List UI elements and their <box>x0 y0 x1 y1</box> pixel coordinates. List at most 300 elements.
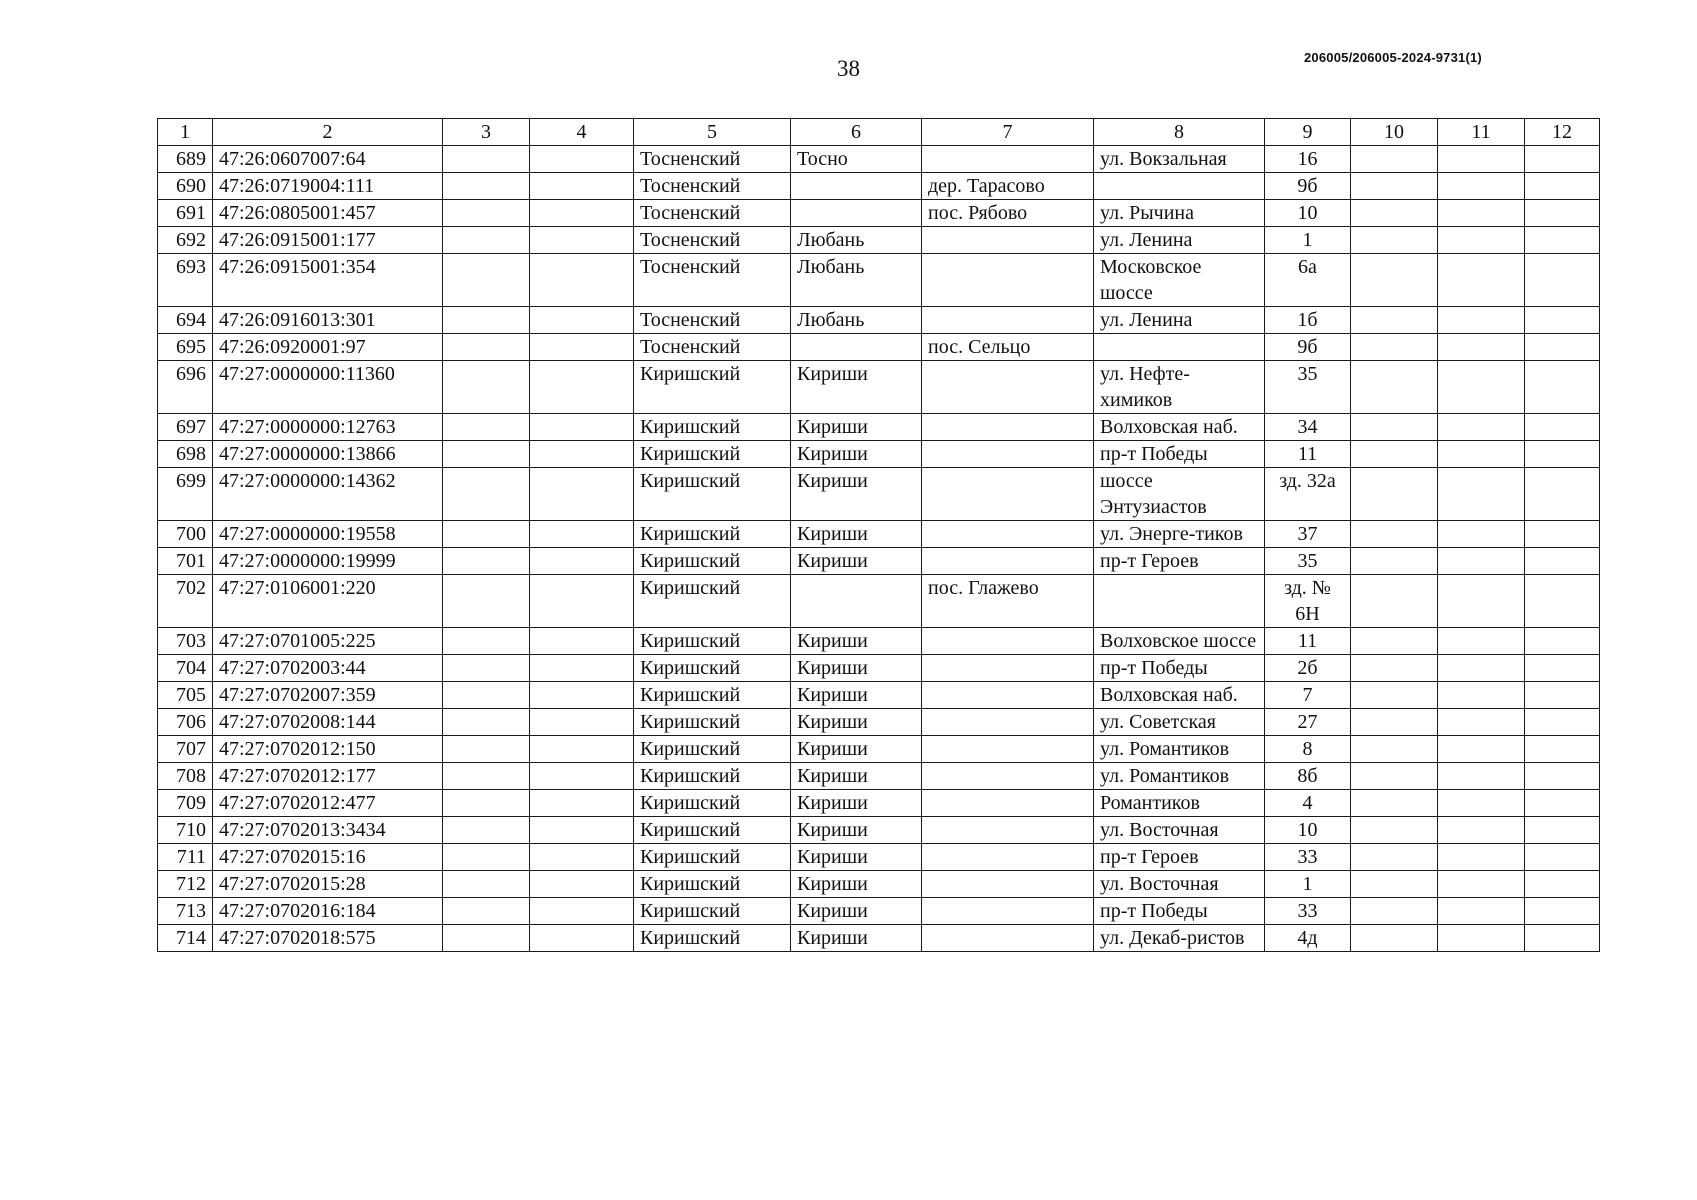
column-12-cell <box>1525 736 1600 763</box>
street-cell: ул. Романтиков <box>1094 736 1265 763</box>
column-12-cell <box>1525 709 1600 736</box>
house-cell: 27 <box>1265 709 1351 736</box>
column-11-cell <box>1438 763 1525 790</box>
column-10-cell <box>1351 682 1438 709</box>
column-4-cell <box>530 307 634 334</box>
column-10-cell <box>1351 254 1438 307</box>
settlement-cell <box>922 709 1094 736</box>
row-number-cell: 696 <box>158 361 213 414</box>
column-3-cell <box>443 441 530 468</box>
column-header-7: 7 <box>922 119 1094 146</box>
column-12-cell <box>1525 200 1600 227</box>
cadastral-number-cell: 47:27:0000000:12763 <box>213 414 443 441</box>
column-11-cell <box>1438 709 1525 736</box>
table-row <box>158 790 1600 817</box>
column-10-cell <box>1351 468 1438 521</box>
city-cell <box>791 334 922 361</box>
column-12-cell <box>1525 655 1600 682</box>
house-cell: 6а <box>1265 254 1351 307</box>
city-cell: Любань <box>791 227 922 254</box>
column-11-cell <box>1438 146 1525 173</box>
city-cell: Кириши <box>791 736 922 763</box>
column-10-cell <box>1351 548 1438 575</box>
column-12-cell <box>1525 146 1600 173</box>
row-number-cell: 699 <box>158 468 213 521</box>
street-cell: ул. Ленина <box>1094 307 1265 334</box>
cadastral-number-cell: 47:27:0702003:44 <box>213 655 443 682</box>
district-cell: Киришский <box>634 682 791 709</box>
column-11-cell <box>1438 254 1525 307</box>
row-number-cell: 702 <box>158 575 213 628</box>
city-cell: Кириши <box>791 548 922 575</box>
column-12-cell <box>1525 334 1600 361</box>
cadastral-number-cell: 47:27:0702012:150 <box>213 736 443 763</box>
column-4-cell <box>530 655 634 682</box>
column-4-cell <box>530 173 634 200</box>
row-number-cell: 693 <box>158 254 213 307</box>
street-cell: ул. Восточная <box>1094 871 1265 898</box>
column-3-cell <box>443 200 530 227</box>
column-3-cell <box>443 736 530 763</box>
column-4-cell <box>530 254 634 307</box>
city-cell <box>791 575 922 628</box>
column-10-cell <box>1351 817 1438 844</box>
house-cell: 8б <box>1265 763 1351 790</box>
settlement-cell: пос. Глажево <box>922 575 1094 628</box>
street-cell: Московское шоссе <box>1094 254 1265 307</box>
table-row <box>158 575 1600 628</box>
street-cell: ул. Восточная <box>1094 817 1265 844</box>
street-cell: пр-т Победы <box>1094 655 1265 682</box>
column-11-cell <box>1438 655 1525 682</box>
column-4-cell <box>530 146 634 173</box>
row-number-cell: 705 <box>158 682 213 709</box>
row-number-cell: 697 <box>158 414 213 441</box>
column-3-cell <box>443 871 530 898</box>
city-cell: Кириши <box>791 790 922 817</box>
page-number: 38 <box>837 56 860 81</box>
district-cell: Тосненский <box>634 334 791 361</box>
street-cell: шоссе Энтузиастов <box>1094 468 1265 521</box>
column-4-cell <box>530 898 634 925</box>
column-12-cell <box>1525 361 1600 414</box>
column-4-cell <box>530 925 634 952</box>
column-10-cell <box>1351 925 1438 952</box>
column-11-cell <box>1438 441 1525 468</box>
settlement-cell <box>922 254 1094 307</box>
column-12-cell <box>1525 254 1600 307</box>
settlement-cell <box>922 441 1094 468</box>
street-cell <box>1094 334 1265 361</box>
column-4-cell <box>530 682 634 709</box>
city-cell: Любань <box>791 307 922 334</box>
cadastral-number-cell: 47:26:0719004:111 <box>213 173 443 200</box>
city-cell: Кириши <box>791 414 922 441</box>
column-3-cell <box>443 173 530 200</box>
column-header-6: 6 <box>791 119 922 146</box>
column-12-cell <box>1525 307 1600 334</box>
city-cell: Тосно <box>791 146 922 173</box>
district-cell: Киришский <box>634 361 791 414</box>
row-number-cell: 694 <box>158 307 213 334</box>
table-row <box>158 307 1600 334</box>
house-cell: 1б <box>1265 307 1351 334</box>
column-11-cell <box>1438 200 1525 227</box>
street-cell: ул. Вокзальная <box>1094 146 1265 173</box>
district-cell: Киришский <box>634 763 791 790</box>
column-3-cell <box>443 655 530 682</box>
house-cell: 10 <box>1265 817 1351 844</box>
column-11-cell <box>1438 871 1525 898</box>
table-row <box>158 844 1600 871</box>
column-10-cell <box>1351 898 1438 925</box>
city-cell: Кириши <box>791 682 922 709</box>
column-3-cell <box>443 361 530 414</box>
column-4-cell <box>530 414 634 441</box>
house-cell: 9б <box>1265 173 1351 200</box>
city-cell: Кириши <box>791 817 922 844</box>
district-cell: Киришский <box>634 709 791 736</box>
column-3-cell <box>443 763 530 790</box>
district-cell: Киришский <box>634 548 791 575</box>
column-4-cell <box>530 521 634 548</box>
row-number-cell: 695 <box>158 334 213 361</box>
column-11-cell <box>1438 414 1525 441</box>
column-header-12: 12 <box>1525 119 1600 146</box>
table-row <box>158 334 1600 361</box>
column-12-cell <box>1525 682 1600 709</box>
table-row <box>158 655 1600 682</box>
district-cell: Киришский <box>634 736 791 763</box>
city-cell: Кириши <box>791 361 922 414</box>
cadastral-number-cell: 47:26:0915001:177 <box>213 227 443 254</box>
cadastral-number-cell: 47:26:0915001:354 <box>213 254 443 307</box>
column-header-1: 1 <box>158 119 213 146</box>
row-number-cell: 706 <box>158 709 213 736</box>
settlement-cell <box>922 548 1094 575</box>
settlement-cell <box>922 307 1094 334</box>
row-number-cell: 707 <box>158 736 213 763</box>
house-cell: 37 <box>1265 521 1351 548</box>
house-cell: 8 <box>1265 736 1351 763</box>
table-row <box>158 736 1600 763</box>
row-number-cell: 711 <box>158 844 213 871</box>
column-3-cell <box>443 227 530 254</box>
column-10-cell <box>1351 844 1438 871</box>
cadastral-number-cell: 47:27:0702015:16 <box>213 844 443 871</box>
column-4-cell <box>530 844 634 871</box>
column-header-11: 11 <box>1438 119 1525 146</box>
column-10-cell <box>1351 871 1438 898</box>
house-cell: 35 <box>1265 548 1351 575</box>
house-cell: 7 <box>1265 682 1351 709</box>
column-11-cell <box>1438 682 1525 709</box>
column-10-cell <box>1351 763 1438 790</box>
city-cell: Кириши <box>791 898 922 925</box>
column-10-cell <box>1351 441 1438 468</box>
cadastral-number-cell: 47:26:0916013:301 <box>213 307 443 334</box>
house-cell: зд. № 6Н <box>1265 575 1351 628</box>
column-10-cell <box>1351 709 1438 736</box>
settlement-cell: пос. Рябово <box>922 200 1094 227</box>
column-3-cell <box>443 925 530 952</box>
city-cell: Кириши <box>791 844 922 871</box>
table-row <box>158 898 1600 925</box>
column-10-cell <box>1351 227 1438 254</box>
column-11-cell <box>1438 307 1525 334</box>
street-cell: Волховская наб. <box>1094 682 1265 709</box>
street-cell: Романтиков <box>1094 790 1265 817</box>
city-cell <box>791 200 922 227</box>
house-cell: 11 <box>1265 628 1351 655</box>
column-4-cell <box>530 736 634 763</box>
column-12-cell <box>1525 628 1600 655</box>
row-number-cell: 709 <box>158 790 213 817</box>
table-row <box>158 817 1600 844</box>
table-row <box>158 682 1600 709</box>
column-11-cell <box>1438 548 1525 575</box>
district-cell: Киришский <box>634 898 791 925</box>
column-11-cell <box>1438 898 1525 925</box>
row-number-cell: 708 <box>158 763 213 790</box>
column-12-cell <box>1525 521 1600 548</box>
column-12-cell <box>1525 790 1600 817</box>
row-number-cell: 691 <box>158 200 213 227</box>
column-11-cell <box>1438 173 1525 200</box>
cadastral-number-cell: 47:27:0000000:11360 <box>213 361 443 414</box>
cadastral-number-cell: 47:27:0701005:225 <box>213 628 443 655</box>
city-cell: Кириши <box>791 871 922 898</box>
column-12-cell <box>1525 575 1600 628</box>
column-12-cell <box>1525 548 1600 575</box>
street-cell: ул. Советская <box>1094 709 1265 736</box>
district-cell: Киришский <box>634 844 791 871</box>
cadastral-number-cell: 47:27:0000000:19558 <box>213 521 443 548</box>
column-11-cell <box>1438 628 1525 655</box>
district-cell: Киришский <box>634 790 791 817</box>
settlement-cell <box>922 790 1094 817</box>
cadastral-number-cell: 47:26:0920001:97 <box>213 334 443 361</box>
column-4-cell <box>530 709 634 736</box>
column-10-cell <box>1351 414 1438 441</box>
column-4-cell <box>530 763 634 790</box>
column-11-cell <box>1438 575 1525 628</box>
street-cell <box>1094 173 1265 200</box>
city-cell: Кириши <box>791 521 922 548</box>
table-row <box>158 200 1600 227</box>
column-10-cell <box>1351 307 1438 334</box>
city-cell: Кириши <box>791 441 922 468</box>
column-3-cell <box>443 414 530 441</box>
column-3-cell <box>443 307 530 334</box>
row-number-cell: 713 <box>158 898 213 925</box>
column-header-5: 5 <box>634 119 791 146</box>
column-4-cell <box>530 334 634 361</box>
column-3-cell <box>443 817 530 844</box>
house-cell: 33 <box>1265 898 1351 925</box>
column-4-cell <box>530 817 634 844</box>
column-11-cell <box>1438 227 1525 254</box>
column-3-cell <box>443 682 530 709</box>
column-11-cell <box>1438 925 1525 952</box>
column-10-cell <box>1351 575 1438 628</box>
column-header-2: 2 <box>213 119 443 146</box>
settlement-cell: пос. Сельцо <box>922 334 1094 361</box>
settlement-cell <box>922 817 1094 844</box>
street-cell: пр-т Победы <box>1094 898 1265 925</box>
table-row <box>158 709 1600 736</box>
house-cell: 1 <box>1265 871 1351 898</box>
house-cell: 1 <box>1265 227 1351 254</box>
city-cell <box>791 173 922 200</box>
street-cell: ул. Романтиков <box>1094 763 1265 790</box>
column-11-cell <box>1438 361 1525 414</box>
house-cell: 9б <box>1265 334 1351 361</box>
column-11-cell <box>1438 468 1525 521</box>
settlement-cell <box>922 468 1094 521</box>
house-cell: 10 <box>1265 200 1351 227</box>
table-row <box>158 441 1600 468</box>
table-row <box>158 254 1600 307</box>
column-12-cell <box>1525 468 1600 521</box>
settlement-cell: дер. Тарасово <box>922 173 1094 200</box>
column-header-9: 9 <box>1265 119 1351 146</box>
district-cell: Тосненский <box>634 173 791 200</box>
column-4-cell <box>530 200 634 227</box>
house-cell: 35 <box>1265 361 1351 414</box>
column-11-cell <box>1438 736 1525 763</box>
row-number-cell: 703 <box>158 628 213 655</box>
table-row <box>158 227 1600 254</box>
cadastral-number-cell: 47:27:0702012:477 <box>213 790 443 817</box>
cadastral-number-cell: 47:27:0000000:14362 <box>213 468 443 521</box>
column-header-4: 4 <box>530 119 634 146</box>
column-10-cell <box>1351 655 1438 682</box>
cadastral-number-cell: 47:27:0106001:220 <box>213 575 443 628</box>
city-cell: Кириши <box>791 925 922 952</box>
column-10-cell <box>1351 173 1438 200</box>
column-4-cell <box>530 227 634 254</box>
table-row <box>158 871 1600 898</box>
cadastral-number-cell: 47:27:0702013:3434 <box>213 817 443 844</box>
house-cell: 2б <box>1265 655 1351 682</box>
column-12-cell <box>1525 173 1600 200</box>
column-header-3: 3 <box>443 119 530 146</box>
house-cell: 4 <box>1265 790 1351 817</box>
column-3-cell <box>443 254 530 307</box>
settlement-cell <box>922 414 1094 441</box>
settlement-cell <box>922 736 1094 763</box>
district-cell: Тосненский <box>634 146 791 173</box>
district-cell: Киришский <box>634 441 791 468</box>
table-row <box>158 548 1600 575</box>
table-row <box>158 468 1600 521</box>
registry-table <box>157 118 1600 952</box>
column-12-cell <box>1525 441 1600 468</box>
column-10-cell <box>1351 361 1438 414</box>
row-number-cell: 712 <box>158 871 213 898</box>
column-12-cell <box>1525 871 1600 898</box>
settlement-cell <box>922 763 1094 790</box>
street-cell <box>1094 575 1265 628</box>
street-cell: пр-т Победы <box>1094 441 1265 468</box>
district-cell: Киришский <box>634 521 791 548</box>
cadastral-number-cell: 47:27:0702012:177 <box>213 763 443 790</box>
district-cell: Киришский <box>634 817 791 844</box>
district-cell: Киришский <box>634 925 791 952</box>
street-cell: ул. Ленина <box>1094 227 1265 254</box>
cadastral-number-cell: 47:27:0702008:144 <box>213 709 443 736</box>
table-row <box>158 414 1600 441</box>
column-3-cell <box>443 146 530 173</box>
settlement-cell <box>922 227 1094 254</box>
column-11-cell <box>1438 334 1525 361</box>
column-4-cell <box>530 628 634 655</box>
column-10-cell <box>1351 146 1438 173</box>
district-cell: Тосненский <box>634 200 791 227</box>
district-cell: Киришский <box>634 871 791 898</box>
settlement-cell <box>922 844 1094 871</box>
column-12-cell <box>1525 898 1600 925</box>
street-cell: ул. Энерге-тиков <box>1094 521 1265 548</box>
house-cell: 11 <box>1265 441 1351 468</box>
settlement-cell <box>922 655 1094 682</box>
settlement-cell <box>922 871 1094 898</box>
house-cell: зд. 32а <box>1265 468 1351 521</box>
street-cell: ул. Рычина <box>1094 200 1265 227</box>
document-reference: 206005/206005-2024-9731(1) <box>1304 50 1482 65</box>
row-number-cell: 710 <box>158 817 213 844</box>
column-3-cell <box>443 898 530 925</box>
column-header-10: 10 <box>1351 119 1438 146</box>
table-body <box>158 146 1600 952</box>
cadastral-number-cell: 47:27:0702016:184 <box>213 898 443 925</box>
column-3-cell <box>443 628 530 655</box>
table-row <box>158 628 1600 655</box>
column-header-8: 8 <box>1094 119 1265 146</box>
column-10-cell <box>1351 334 1438 361</box>
column-3-cell <box>443 790 530 817</box>
column-4-cell <box>530 361 634 414</box>
city-cell: Кириши <box>791 468 922 521</box>
cadastral-number-cell: 47:27:0702007:359 <box>213 682 443 709</box>
column-10-cell <box>1351 521 1438 548</box>
column-4-cell <box>530 790 634 817</box>
street-cell: Волховская наб. <box>1094 414 1265 441</box>
table-row <box>158 361 1600 414</box>
column-4-cell <box>530 468 634 521</box>
column-3-cell <box>443 334 530 361</box>
row-number-cell: 690 <box>158 173 213 200</box>
column-3-cell <box>443 548 530 575</box>
settlement-cell <box>922 682 1094 709</box>
column-10-cell <box>1351 628 1438 655</box>
column-12-cell <box>1525 763 1600 790</box>
row-number-cell: 701 <box>158 548 213 575</box>
column-11-cell <box>1438 521 1525 548</box>
column-3-cell <box>443 468 530 521</box>
table-row <box>158 146 1600 173</box>
house-cell: 34 <box>1265 414 1351 441</box>
street-cell: пр-т Героев <box>1094 844 1265 871</box>
city-cell: Кириши <box>791 655 922 682</box>
cadastral-number-cell: 47:26:0805001:457 <box>213 200 443 227</box>
city-cell: Кириши <box>791 709 922 736</box>
district-cell: Киришский <box>634 414 791 441</box>
column-4-cell <box>530 548 634 575</box>
cadastral-number-cell: 47:26:0607007:64 <box>213 146 443 173</box>
table-row <box>158 521 1600 548</box>
